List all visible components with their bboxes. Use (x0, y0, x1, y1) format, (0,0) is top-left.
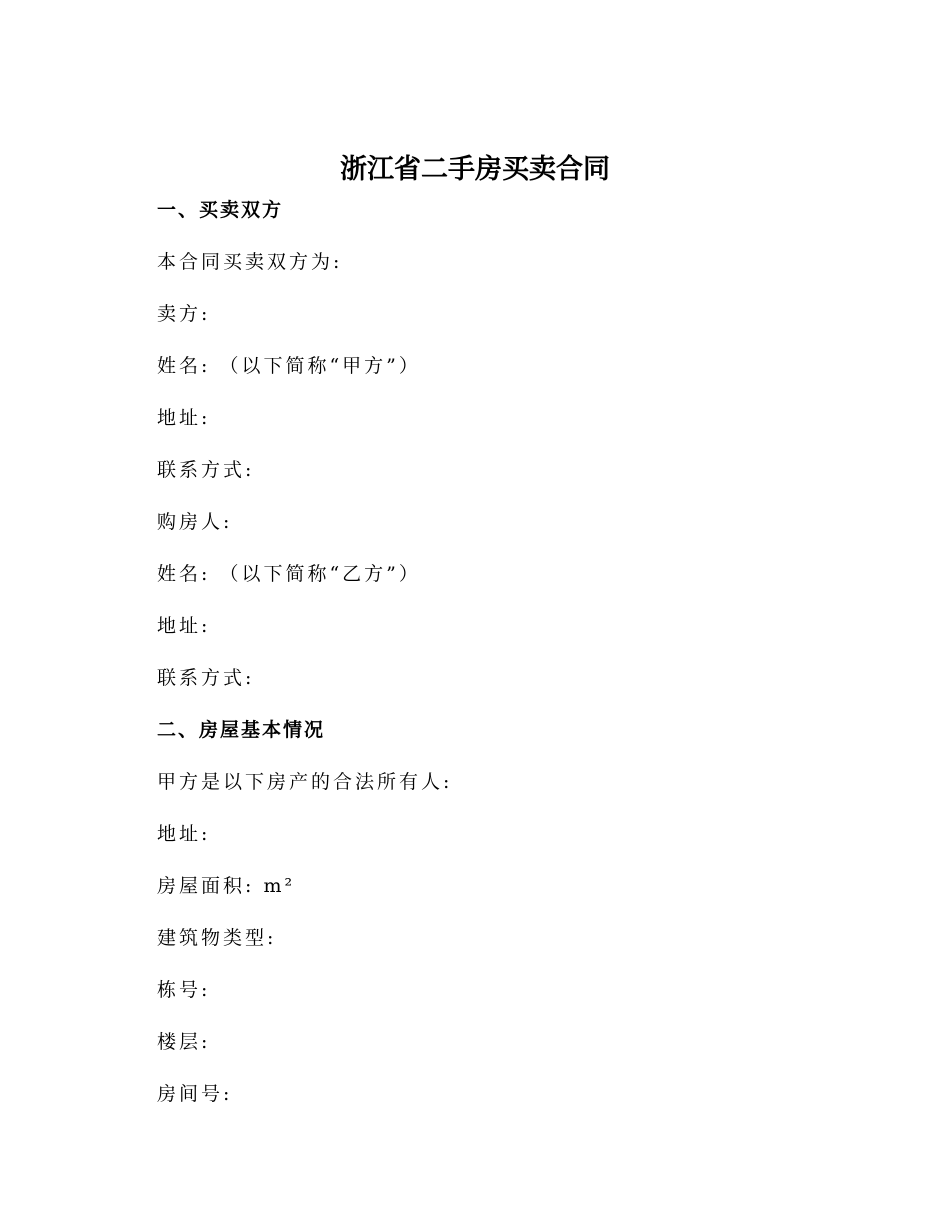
seller-contact-field: 联系方式: (157, 459, 255, 481)
building-type-field: 建筑物类型: (157, 927, 277, 949)
seller-address-field: 地址: (157, 407, 211, 429)
buyer-label: 购房人: (157, 511, 233, 533)
buyer-name-field: 姓名: （以下简称“乙方”） (157, 563, 421, 585)
section-heading-parties: 一、买卖双方 (157, 199, 284, 221)
seller-label: 卖方: (157, 303, 211, 325)
buyer-contact-field: 联系方式: (157, 667, 255, 689)
document-title: 浙江省二手房买卖合同 (340, 154, 610, 185)
parties-intro: 本合同买卖双方为: (157, 251, 343, 273)
property-area-field: 房屋面积: m² (157, 875, 296, 897)
seller-name-field: 姓名: （以下简称“甲方”） (157, 355, 421, 377)
building-number-field: 栋号: (157, 979, 211, 1001)
document-body (157, 190, 797, 1126)
property-intro: 甲方是以下房产的合法所有人: (157, 771, 453, 793)
floor-field: 楼层: (157, 1031, 211, 1053)
section-heading-property: 二、房屋基本情况 (157, 719, 326, 741)
buyer-address-field: 地址: (157, 615, 211, 637)
property-address-field: 地址: (157, 823, 211, 845)
room-number-field: 房间号: (157, 1083, 233, 1105)
